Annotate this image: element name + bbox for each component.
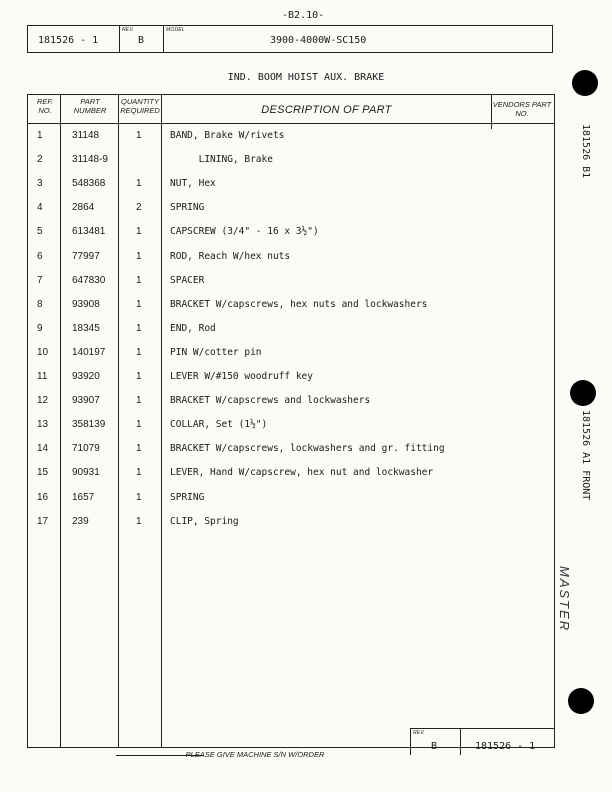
margin-stamp-a1: 181526 A1 FRONT bbox=[580, 410, 591, 501]
part-number: 90931 bbox=[72, 467, 100, 479]
description: BRACKET W/capscrews, hex nuts and lockwashers bbox=[170, 298, 428, 310]
description: CAPSCREW (3/4" - 16 x 3½") bbox=[170, 226, 319, 238]
ref-number: 6 bbox=[37, 250, 43, 262]
part-number: 613481 bbox=[72, 226, 106, 238]
description: LEVER W/#150 woodruff key bbox=[170, 371, 313, 382]
table-row bbox=[28, 419, 554, 443]
table-row bbox=[28, 516, 554, 540]
quantity: 1 bbox=[136, 443, 142, 455]
ref-number: 11 bbox=[37, 371, 48, 382]
quantity: 1 bbox=[136, 250, 142, 262]
part-number: 647830 bbox=[72, 274, 106, 286]
part-number: 239 bbox=[72, 515, 89, 527]
bottom-revision-value: B bbox=[431, 741, 438, 752]
part-number: 93920 bbox=[72, 371, 100, 382]
rev-label: REV. bbox=[122, 27, 135, 33]
table-row bbox=[28, 323, 554, 347]
handwritten-master: MASTER bbox=[557, 566, 572, 633]
binder-hole bbox=[568, 688, 594, 714]
quantity: 1 bbox=[136, 178, 142, 190]
description: SPACER bbox=[170, 274, 205, 286]
part-number: 18345 bbox=[72, 322, 100, 334]
title-block bbox=[27, 25, 553, 53]
section-title: IND. BOOM HOIST AUX. BRAKE bbox=[227, 72, 385, 83]
table-row bbox=[28, 251, 554, 275]
quantity: 1 bbox=[136, 491, 142, 503]
description: NUT, Hex bbox=[170, 178, 216, 190]
bottom-drawing-number: 181526 - 1 bbox=[475, 741, 536, 752]
description: BRACKET W/capscrews and lockwashers bbox=[170, 395, 371, 407]
ref-number: 17 bbox=[37, 515, 49, 527]
quantity: 1 bbox=[136, 226, 142, 238]
table-row bbox=[28, 226, 554, 250]
part-number: 71079 bbox=[72, 443, 100, 455]
ref-number: 14 bbox=[37, 443, 49, 455]
quantity: 2 bbox=[136, 202, 142, 214]
binder-hole bbox=[570, 380, 596, 406]
part-number: 140197 bbox=[72, 346, 106, 358]
bottom-title-block bbox=[410, 728, 554, 755]
table-row bbox=[28, 395, 554, 419]
ref-number: 3 bbox=[37, 178, 43, 190]
quantity-header: QUANTITY REQUIRED bbox=[120, 97, 160, 115]
quantity: 1 bbox=[136, 395, 142, 407]
quantity: 1 bbox=[136, 298, 142, 310]
part-number: 1657 bbox=[72, 491, 95, 503]
parts-table bbox=[27, 94, 555, 748]
quantity: 1 bbox=[136, 419, 142, 431]
drawing-number: 181526 - 1 bbox=[38, 35, 99, 46]
description: CLIP, Spring bbox=[170, 515, 239, 527]
description: END, Rod bbox=[170, 322, 216, 334]
table-row bbox=[28, 154, 554, 178]
description: SPRING bbox=[170, 202, 205, 214]
part-number: 2864 bbox=[72, 202, 95, 214]
ref-number: 13 bbox=[37, 419, 49, 431]
ref-no-header: REF. NO. bbox=[36, 97, 54, 115]
part-number: 358139 bbox=[72, 419, 106, 431]
ref-number: 4 bbox=[37, 202, 43, 214]
part-number: 93907 bbox=[72, 395, 100, 407]
quantity: 1 bbox=[136, 322, 142, 334]
table-row bbox=[28, 275, 554, 299]
ref-number: 15 bbox=[37, 467, 49, 479]
part-number: 31148-9 bbox=[72, 154, 108, 166]
part-number: 548368 bbox=[72, 178, 106, 190]
quantity: 1 bbox=[136, 515, 142, 527]
revision-value: B bbox=[138, 35, 145, 46]
vendor-part-header: VENDORS PART NO. bbox=[492, 100, 552, 118]
ref-number: 10 bbox=[37, 346, 49, 358]
table-row bbox=[28, 202, 554, 226]
bottom-rev-label: REV. bbox=[413, 730, 426, 736]
quantity: 1 bbox=[136, 467, 142, 479]
table-row bbox=[28, 467, 554, 491]
description: ROD, Reach W/hex nuts bbox=[170, 250, 291, 262]
table-row bbox=[28, 492, 554, 516]
quantity: 1 bbox=[136, 274, 142, 286]
ref-number: 9 bbox=[37, 322, 43, 334]
model-label: MODEL bbox=[166, 27, 185, 33]
ref-number: 12 bbox=[37, 395, 49, 407]
description: COLLAR, Set (1½") bbox=[170, 419, 268, 431]
table-row bbox=[28, 347, 554, 371]
table-row bbox=[28, 371, 554, 395]
description: BAND, Brake W/rivets bbox=[170, 130, 285, 141]
part-number-header: PART NUMBER bbox=[73, 97, 107, 115]
table-row bbox=[28, 178, 554, 202]
ref-number: 7 bbox=[37, 274, 43, 286]
table-row bbox=[28, 299, 554, 323]
quantity: 1 bbox=[136, 346, 142, 358]
order-note: PLEASE GIVE MACHINE S/N W/ORDER bbox=[185, 750, 325, 759]
margin-stamp-b1: 181526 B1 bbox=[580, 124, 591, 179]
model-cell bbox=[164, 26, 552, 52]
page-id: -B2.10- bbox=[282, 10, 325, 21]
binder-hole bbox=[572, 70, 598, 96]
ref-number: 5 bbox=[37, 226, 43, 238]
description: LEVER, Hand W/capscrew, hex nut and lockwasher bbox=[170, 467, 434, 479]
description: BRACKET W/capscrews, lockwashers and gr. fitting bbox=[170, 443, 445, 455]
ref-number: 1 bbox=[37, 130, 43, 141]
revision-cell bbox=[120, 26, 164, 52]
drawing-number-cell bbox=[28, 26, 120, 52]
ref-number: 16 bbox=[37, 491, 49, 503]
part-number: 77997 bbox=[72, 250, 100, 262]
description: SPRING bbox=[170, 491, 205, 503]
quantity: 1 bbox=[136, 130, 142, 141]
part-number: 93908 bbox=[72, 298, 100, 310]
quantity: 1 bbox=[136, 371, 142, 382]
description: PIN W/cotter pin bbox=[170, 346, 262, 358]
description-header: DESCRIPTION OF PART bbox=[261, 104, 392, 116]
model-value: 3900-4000W-SC150 bbox=[270, 35, 367, 46]
part-number: 31148 bbox=[72, 130, 100, 141]
table-row bbox=[28, 130, 554, 154]
description: LINING, Brake bbox=[170, 154, 273, 166]
ref-number: 2 bbox=[37, 154, 43, 166]
table-row bbox=[28, 443, 554, 467]
ref-number: 8 bbox=[37, 298, 43, 310]
